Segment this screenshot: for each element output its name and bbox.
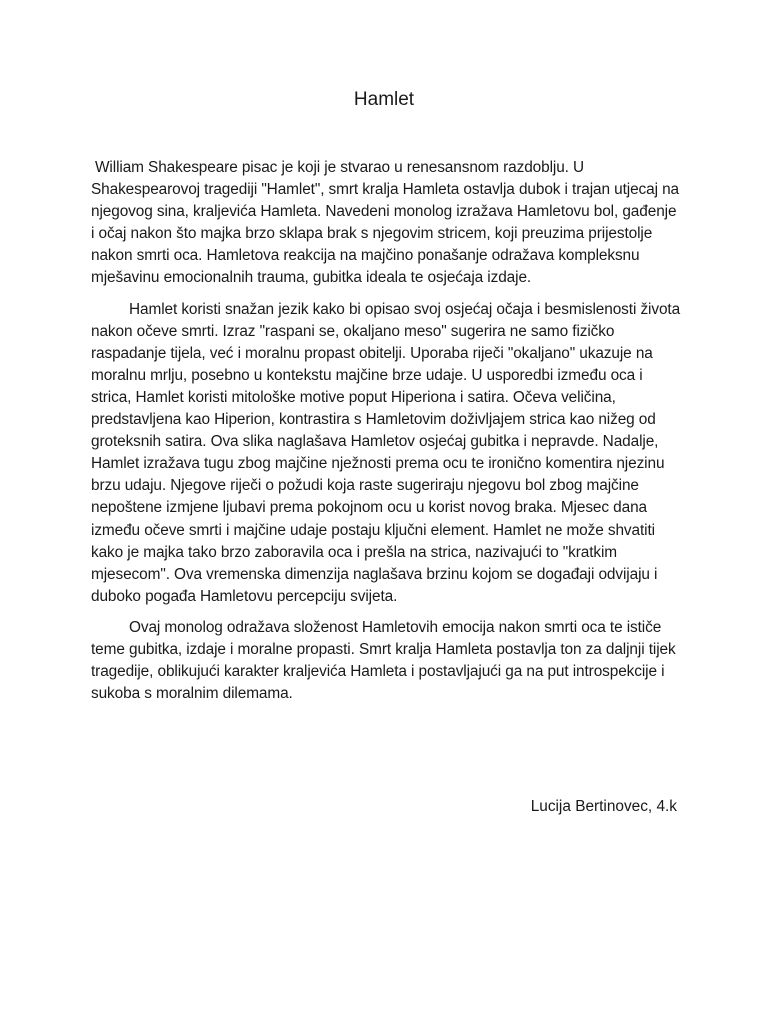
paragraph-3: Ovaj monolog odražava složenost Hamletovih emocija nakon smrti oca te ističe teme gubitka, izdaje i moralne propasti. Smrt kralja Hamleta postavlja ton za daljnji tijek tragedije, oblikujući karakter kraljevića Hamleta i postavljajući ga na put introspekcije i sukoba s moralnim dilemama. (91, 618, 676, 703)
paragraph-1: William Shakespeare pisac je koji je stvarao u renesansnom razdoblju. U Shakespearovoj tragediji "Hamlet", smrt kralja Hamleta ostavlja dubok i trajan utjecaj na njegovog sina, kraljevića Hamleta. Navedeni monolog izražava Hamletovu bol, gađenje i očaj nakon što majka brzo sklapa brak s njegovim stricem, koji preuzima prijestolje nakon smrti oca. Hamletova reakcija na majčino ponašanje odražava kompleksnu mješavinu emocionalnih trauma, gubitka ideala te osjećaja izdaje. (91, 159, 680, 287)
document-body (91, 157, 681, 714)
author-signature: Lucija Bertinovec, 4.k (530, 798, 677, 815)
paragraph-2: Hamlet koristi snažan jezik kako bi opisao svoj osjećaj očaja i besmislenosti života nakon očeve smrti. Izraz "raspani se, okaljano meso" sugerira ne samo fizičko raspadanje tijela, već i moralnu propast obitelji. Uporaba riječi "okaljano" ukazuje na moralnu mrlju, posebno u kontekstu majčine brze udaje. U usporedbi između oca i strica, Hamlet koristi mitološke motive poput Hiperiona i satira. Očeva veličina, predstavljena kao Hiperion, kontrastira s Hamletovim doživljajem strica kao nižeg od groteksnih satira. Ova slika naglašava Hamletov osjećaj gubitka i nepravde. Nadalje, Hamlet izražava tugu zbog majčine nježnosti prema ocu te ironično komentira njezinu brzu udaju. Njegove riječi o požudi koja raste sugeriraju njegovu bol zbog majčine nepoštene izmjene ljubavi prema pokojnom ocu u korist novog braka. Mjesec dana između očeve smrti i majčine udaje postaju ključni element. Hamlet ne može shvatiti kako je majka tako brzo zaboravila oca i prešla na strica, nazivajući to "kratkim mjesecom". Ova vremenska dimenzija naglašava brzinu kojom se događaji odvijaju i duboko pogađa Hamletovu percepciju svijeta. (91, 300, 681, 605)
document-title: Hamlet (353, 89, 415, 110)
